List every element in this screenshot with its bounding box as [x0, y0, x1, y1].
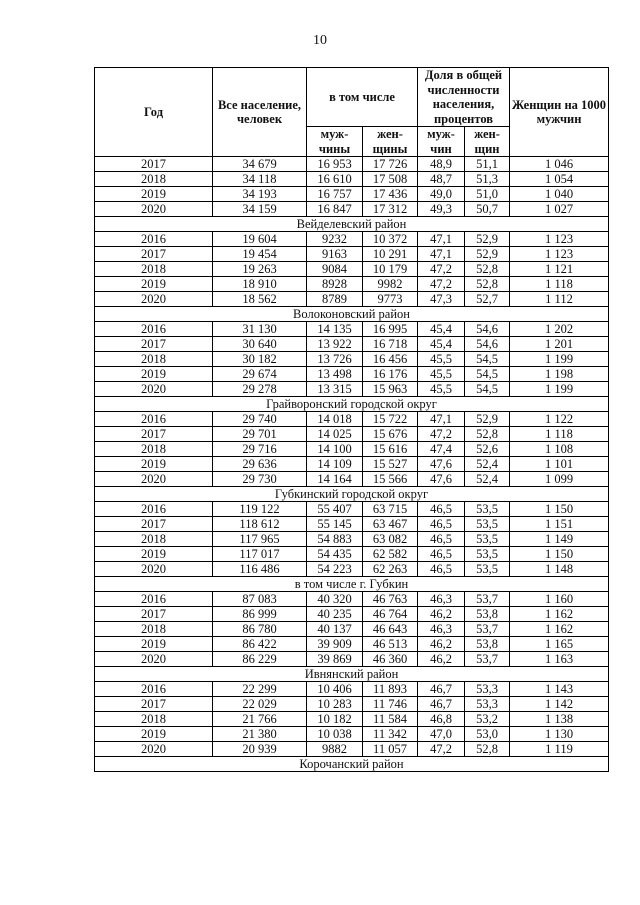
cell-total: 29 730: [213, 472, 307, 487]
cell-men: 10 182: [307, 712, 363, 727]
table-row: [95, 592, 609, 607]
cell-year: 2016: [95, 502, 213, 517]
cell-total: 29 740: [213, 412, 307, 427]
cell-men-share: 47,2: [418, 262, 465, 277]
cell-year: 2017: [95, 337, 213, 352]
cell-men-share: 46,7: [418, 697, 465, 712]
cell-total: 21 380: [213, 727, 307, 742]
cell-year: 2019: [95, 277, 213, 292]
cell-men: 39 909: [307, 637, 363, 652]
cell-women-per-1000: 1 162: [510, 607, 609, 622]
cell-men: 13 922: [307, 337, 363, 352]
cell-women-per-1000: 1 165: [510, 637, 609, 652]
cell-women-share: 53,5: [465, 532, 510, 547]
table-row: [95, 262, 609, 277]
cell-women: 10 372: [363, 232, 418, 247]
table-row: [95, 712, 609, 727]
cell-total: 86 999: [213, 607, 307, 622]
cell-women: 11 342: [363, 727, 418, 742]
cell-women-share: 53,3: [465, 682, 510, 697]
cell-total: 87 083: [213, 592, 307, 607]
cell-women: 46 513: [363, 637, 418, 652]
cell-year: 2016: [95, 412, 213, 427]
cell-women-per-1000: 1 119: [510, 742, 609, 757]
cell-women-per-1000: 1 112: [510, 292, 609, 307]
cell-women: 63 467: [363, 517, 418, 532]
cell-men-share: 48,7: [418, 172, 465, 187]
cell-total: 19 604: [213, 232, 307, 247]
cell-men-share: 47,4: [418, 442, 465, 457]
table-row: [95, 727, 609, 742]
cell-women-per-1000: 1 199: [510, 352, 609, 367]
cell-men: 14 100: [307, 442, 363, 457]
cell-women: 16 456: [363, 352, 418, 367]
cell-women-share: 51,0: [465, 187, 510, 202]
cell-men-share: 45,4: [418, 322, 465, 337]
cell-women-share: 53,5: [465, 547, 510, 562]
cell-year: 2020: [95, 382, 213, 397]
cell-women-per-1000: 1 150: [510, 502, 609, 517]
cell-men-share: 46,5: [418, 532, 465, 547]
header-women-share: жен-щин: [465, 127, 510, 157]
section-row: [95, 397, 609, 412]
cell-women-per-1000: 1 027: [510, 202, 609, 217]
cell-men-share: 45,4: [418, 337, 465, 352]
cell-women: 11 584: [363, 712, 418, 727]
cell-women-share: 52,8: [465, 262, 510, 277]
cell-women-share: 52,9: [465, 247, 510, 262]
cell-men-share: 47,1: [418, 232, 465, 247]
cell-men-share: 47,6: [418, 457, 465, 472]
cell-total: 34 679: [213, 157, 307, 172]
cell-women: 16 718: [363, 337, 418, 352]
cell-women-per-1000: 1 040: [510, 187, 609, 202]
cell-women-per-1000: 1 149: [510, 532, 609, 547]
cell-women-share: 52,8: [465, 277, 510, 292]
cell-men-share: 46,5: [418, 547, 465, 562]
table-row: [95, 292, 609, 307]
cell-men: 16 757: [307, 187, 363, 202]
cell-men-share: 48,9: [418, 157, 465, 172]
section-title: Ивнянский район: [95, 667, 609, 682]
cell-year: 2016: [95, 322, 213, 337]
table-row: [95, 697, 609, 712]
cell-women-per-1000: 1 162: [510, 622, 609, 637]
cell-year: 2018: [95, 712, 213, 727]
cell-men-share: 45,5: [418, 367, 465, 382]
cell-men: 55 407: [307, 502, 363, 517]
cell-men-share: 47,3: [418, 292, 465, 307]
table-row: [95, 742, 609, 757]
cell-women-per-1000: 1 163: [510, 652, 609, 667]
cell-women-per-1000: 1 138: [510, 712, 609, 727]
cell-women-share: 50,7: [465, 202, 510, 217]
cell-women-share: 54,5: [465, 367, 510, 382]
cell-women-per-1000: 1 201: [510, 337, 609, 352]
cell-year: 2017: [95, 247, 213, 262]
cell-total: 29 716: [213, 442, 307, 457]
cell-women-per-1000: 1 142: [510, 697, 609, 712]
cell-men: 9232: [307, 232, 363, 247]
header-men-share: муж-чин: [418, 127, 465, 157]
cell-total: 86 780: [213, 622, 307, 637]
table-row: [95, 502, 609, 517]
cell-women: 10 179: [363, 262, 418, 277]
population-table: [94, 67, 609, 772]
cell-year: 2017: [95, 697, 213, 712]
cell-women-share: 54,5: [465, 352, 510, 367]
table-row: [95, 337, 609, 352]
cell-year: 2020: [95, 472, 213, 487]
header-year: Год: [95, 68, 213, 157]
cell-men-share: 47,2: [418, 742, 465, 757]
table-row: [95, 322, 609, 337]
cell-men: 14 164: [307, 472, 363, 487]
cell-men: 9163: [307, 247, 363, 262]
cell-year: 2018: [95, 352, 213, 367]
cell-men-share: 46,2: [418, 652, 465, 667]
table-row: [95, 427, 609, 442]
cell-total: 29 278: [213, 382, 307, 397]
cell-total: 29 636: [213, 457, 307, 472]
section-row: [95, 757, 609, 772]
cell-women-per-1000: 1 054: [510, 172, 609, 187]
cell-women: 63 715: [363, 502, 418, 517]
cell-women-per-1000: 1 122: [510, 412, 609, 427]
cell-women: 10 291: [363, 247, 418, 262]
cell-men: 10 283: [307, 697, 363, 712]
section-row: [95, 667, 609, 682]
cell-year: 2018: [95, 262, 213, 277]
table-row: [95, 277, 609, 292]
cell-women-share: 53,5: [465, 502, 510, 517]
cell-women-per-1000: 1 108: [510, 442, 609, 457]
section-title: Грайворонский городской округ: [95, 397, 609, 412]
cell-men-share: 47,6: [418, 472, 465, 487]
cell-total: 30 182: [213, 352, 307, 367]
cell-women-share: 53,7: [465, 592, 510, 607]
cell-total: 34 159: [213, 202, 307, 217]
cell-year: 2020: [95, 202, 213, 217]
table-row: [95, 532, 609, 547]
cell-women-share: 52,9: [465, 232, 510, 247]
cell-women: 15 616: [363, 442, 418, 457]
cell-men: 54 883: [307, 532, 363, 547]
cell-men-share: 47,2: [418, 277, 465, 292]
cell-total: 20 939: [213, 742, 307, 757]
table-row: [95, 472, 609, 487]
cell-women-per-1000: 1 199: [510, 382, 609, 397]
section-row: [95, 487, 609, 502]
table-row: [95, 457, 609, 472]
cell-women-share: 52,8: [465, 427, 510, 442]
section-title: Вейделевский район: [95, 217, 609, 232]
cell-men-share: 46,5: [418, 517, 465, 532]
cell-men-share: 46,3: [418, 592, 465, 607]
cell-men-share: 46,3: [418, 622, 465, 637]
cell-women: 15 566: [363, 472, 418, 487]
cell-women: 17 436: [363, 187, 418, 202]
cell-women-share: 53,8: [465, 607, 510, 622]
cell-year: 2019: [95, 637, 213, 652]
cell-women: 46 763: [363, 592, 418, 607]
cell-women-share: 54,6: [465, 322, 510, 337]
cell-women-share: 53,5: [465, 562, 510, 577]
cell-women-share: 52,4: [465, 457, 510, 472]
table-row: [95, 232, 609, 247]
cell-women-per-1000: 1 151: [510, 517, 609, 532]
table-row: [95, 412, 609, 427]
cell-total: 31 130: [213, 322, 307, 337]
cell-women: 46 643: [363, 622, 418, 637]
cell-men: 55 145: [307, 517, 363, 532]
cell-women-share: 52,8: [465, 742, 510, 757]
cell-men-share: 49,0: [418, 187, 465, 202]
cell-women: 46 764: [363, 607, 418, 622]
cell-women: 11 893: [363, 682, 418, 697]
table-row: [95, 442, 609, 457]
cell-women-per-1000: 1 101: [510, 457, 609, 472]
cell-women-share: 52,9: [465, 412, 510, 427]
cell-women-per-1000: 1 160: [510, 592, 609, 607]
header-total: Все население, человек: [213, 68, 307, 157]
cell-total: 18 910: [213, 277, 307, 292]
cell-year: 2017: [95, 427, 213, 442]
cell-men: 10 038: [307, 727, 363, 742]
cell-year: 2018: [95, 532, 213, 547]
cell-men: 16 953: [307, 157, 363, 172]
cell-total: 19 454: [213, 247, 307, 262]
cell-men: 40 320: [307, 592, 363, 607]
cell-men: 13 315: [307, 382, 363, 397]
cell-men: 16 610: [307, 172, 363, 187]
cell-women: 17 508: [363, 172, 418, 187]
cell-year: 2017: [95, 157, 213, 172]
cell-men-share: 47,0: [418, 727, 465, 742]
table-row: [95, 367, 609, 382]
cell-men: 14 025: [307, 427, 363, 442]
cell-year: 2020: [95, 742, 213, 757]
cell-men: 9882: [307, 742, 363, 757]
cell-women-per-1000: 1 118: [510, 277, 609, 292]
cell-men-share: 49,3: [418, 202, 465, 217]
cell-women-share: 54,5: [465, 382, 510, 397]
table-row: [95, 187, 609, 202]
cell-women-per-1000: 1 046: [510, 157, 609, 172]
header-share: Доля в общей численности населения, процентов: [418, 68, 510, 127]
section-row: [95, 577, 609, 592]
cell-year: 2020: [95, 292, 213, 307]
cell-men-share: 46,5: [418, 502, 465, 517]
section-row: [95, 307, 609, 322]
cell-year: 2016: [95, 592, 213, 607]
cell-total: 18 562: [213, 292, 307, 307]
cell-total: 117 017: [213, 547, 307, 562]
cell-women-per-1000: 1 143: [510, 682, 609, 697]
cell-total: 21 766: [213, 712, 307, 727]
cell-men: 9084: [307, 262, 363, 277]
header-women-per-1000: Женщин на 1000 мужчин: [510, 68, 609, 157]
table-row: [95, 547, 609, 562]
cell-men: 14 109: [307, 457, 363, 472]
cell-women-share: 52,4: [465, 472, 510, 487]
header-women: жен-щины: [363, 127, 418, 157]
cell-women: 16 176: [363, 367, 418, 382]
cell-women-share: 52,7: [465, 292, 510, 307]
cell-women: 62 582: [363, 547, 418, 562]
section-title: Волоконовский район: [95, 307, 609, 322]
cell-total: 118 612: [213, 517, 307, 532]
cell-women-per-1000: 1 148: [510, 562, 609, 577]
cell-year: 2018: [95, 622, 213, 637]
table-row: [95, 352, 609, 367]
cell-women-share: 51,3: [465, 172, 510, 187]
cell-women-per-1000: 1 150: [510, 547, 609, 562]
cell-total: 30 640: [213, 337, 307, 352]
page-number: 10: [313, 33, 327, 48]
cell-total: 86 422: [213, 637, 307, 652]
cell-men-share: 46,7: [418, 682, 465, 697]
table-row: [95, 622, 609, 637]
cell-total: 34 118: [213, 172, 307, 187]
cell-men: 8789: [307, 292, 363, 307]
cell-women-per-1000: 1 202: [510, 322, 609, 337]
cell-men: 39 869: [307, 652, 363, 667]
cell-total: 116 486: [213, 562, 307, 577]
section-row: [95, 217, 609, 232]
cell-year: 2018: [95, 442, 213, 457]
cell-women: 17 312: [363, 202, 418, 217]
cell-women-share: 51,1: [465, 157, 510, 172]
cell-year: 2019: [95, 187, 213, 202]
cell-men-share: 46,5: [418, 562, 465, 577]
cell-total: 119 122: [213, 502, 307, 517]
cell-men: 10 406: [307, 682, 363, 697]
cell-women: 15 676: [363, 427, 418, 442]
cell-women: 9982: [363, 277, 418, 292]
table-row: [95, 382, 609, 397]
table-row: [95, 157, 609, 172]
cell-women: 11 057: [363, 742, 418, 757]
cell-women-share: 52,6: [465, 442, 510, 457]
cell-year: 2017: [95, 607, 213, 622]
section-title: в том числе г. Губкин: [95, 577, 609, 592]
cell-men: 13 726: [307, 352, 363, 367]
cell-year: 2016: [95, 232, 213, 247]
cell-women-share: 53,8: [465, 637, 510, 652]
cell-men-share: 45,5: [418, 382, 465, 397]
cell-year: 2018: [95, 172, 213, 187]
cell-men: 14 135: [307, 322, 363, 337]
section-title: Губкинский городской округ: [95, 487, 609, 502]
cell-total: 117 965: [213, 532, 307, 547]
cell-women-share: 53,0: [465, 727, 510, 742]
cell-men: 40 137: [307, 622, 363, 637]
cell-total: 19 263: [213, 262, 307, 277]
cell-women: 15 527: [363, 457, 418, 472]
table-row: [95, 607, 609, 622]
cell-women-share: 53,7: [465, 622, 510, 637]
cell-men: 14 018: [307, 412, 363, 427]
cell-women: 9773: [363, 292, 418, 307]
cell-men: 54 435: [307, 547, 363, 562]
cell-women: 62 263: [363, 562, 418, 577]
table-row: [95, 202, 609, 217]
cell-women-per-1000: 1 099: [510, 472, 609, 487]
cell-men: 16 847: [307, 202, 363, 217]
section-title: Корочанский район: [95, 757, 609, 772]
cell-men: 54 223: [307, 562, 363, 577]
cell-men-share: 47,1: [418, 247, 465, 262]
cell-year: 2016: [95, 682, 213, 697]
table-row: [95, 247, 609, 262]
cell-women-share: 53,7: [465, 652, 510, 667]
cell-women-per-1000: 1 130: [510, 727, 609, 742]
table-row: [95, 682, 609, 697]
cell-total: 86 229: [213, 652, 307, 667]
cell-total: 34 193: [213, 187, 307, 202]
cell-women: 15 963: [363, 382, 418, 397]
cell-year: 2020: [95, 562, 213, 577]
cell-men-share: 47,2: [418, 427, 465, 442]
table-row: [95, 517, 609, 532]
table-row: [95, 172, 609, 187]
cell-women: 11 746: [363, 697, 418, 712]
cell-total: 22 299: [213, 682, 307, 697]
cell-men: 13 498: [307, 367, 363, 382]
cell-women-per-1000: 1 198: [510, 367, 609, 382]
table-body: [95, 157, 609, 772]
cell-women: 15 722: [363, 412, 418, 427]
cell-men-share: 46,2: [418, 607, 465, 622]
cell-men-share: 47,1: [418, 412, 465, 427]
cell-year: 2019: [95, 457, 213, 472]
cell-women-per-1000: 1 118: [510, 427, 609, 442]
cell-women-per-1000: 1 123: [510, 247, 609, 262]
cell-women-per-1000: 1 123: [510, 232, 609, 247]
table-row: [95, 637, 609, 652]
cell-women: 63 082: [363, 532, 418, 547]
cell-women-share: 53,2: [465, 712, 510, 727]
cell-total: 29 701: [213, 427, 307, 442]
header-men: муж-чины: [307, 127, 363, 157]
cell-women: 16 995: [363, 322, 418, 337]
header-including: в том числе: [307, 68, 418, 127]
cell-men: 8928: [307, 277, 363, 292]
cell-year: 2019: [95, 727, 213, 742]
cell-men-share: 45,5: [418, 352, 465, 367]
cell-women: 46 360: [363, 652, 418, 667]
cell-men-share: 46,8: [418, 712, 465, 727]
cell-men-share: 46,2: [418, 637, 465, 652]
cell-year: 2017: [95, 517, 213, 532]
cell-women-share: 53,3: [465, 697, 510, 712]
cell-total: 22 029: [213, 697, 307, 712]
cell-men: 40 235: [307, 607, 363, 622]
cell-year: 2019: [95, 547, 213, 562]
cell-women: 17 726: [363, 157, 418, 172]
table-row: [95, 562, 609, 577]
cell-year: 2020: [95, 652, 213, 667]
cell-year: 2019: [95, 367, 213, 382]
cell-women-per-1000: 1 121: [510, 262, 609, 277]
cell-women-share: 53,5: [465, 517, 510, 532]
cell-women-share: 54,6: [465, 337, 510, 352]
table-row: [95, 652, 609, 667]
cell-total: 29 674: [213, 367, 307, 382]
